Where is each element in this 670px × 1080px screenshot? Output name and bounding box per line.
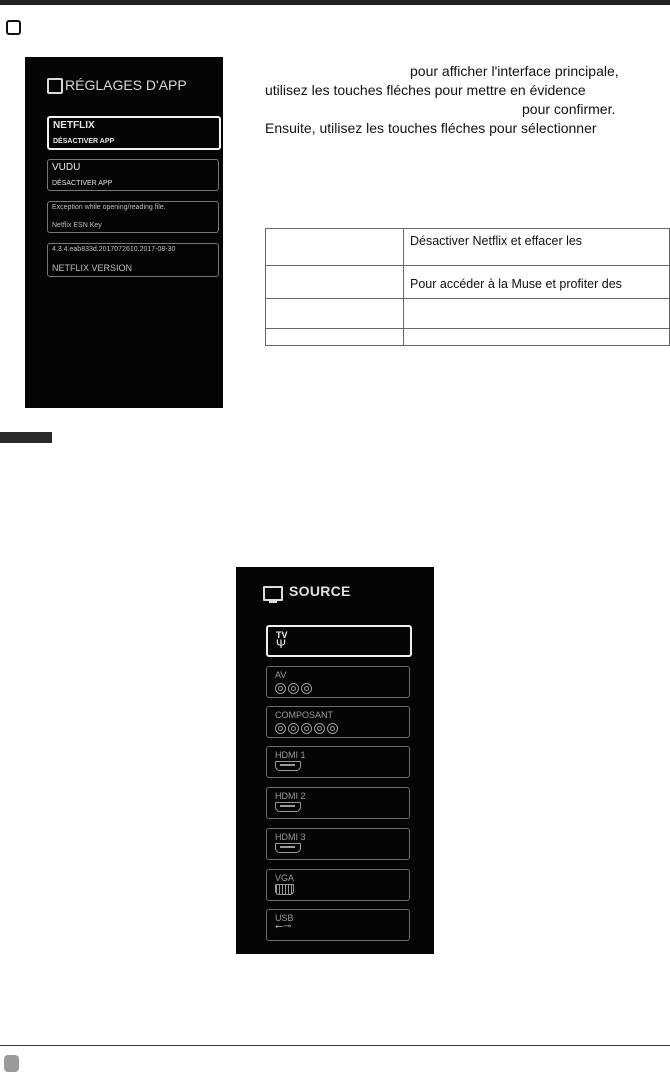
source-item-av[interactable] (266, 666, 410, 698)
source-item-hdmi-3[interactable] (266, 828, 410, 860)
app-item-label: VUDU (52, 162, 81, 173)
source-item-vga[interactable] (266, 869, 410, 901)
usb-icon: ⭠⊸ (275, 921, 292, 932)
checkbox-icon (47, 78, 63, 94)
source-item-label: HDMI 1 (275, 750, 306, 760)
source-item-label: TV (276, 630, 288, 640)
source-item-label: VGA (275, 873, 295, 883)
instruction-line-2: utilisez les touches fléches pour mettre en évidence (265, 82, 586, 98)
table-row-separator (266, 328, 669, 329)
vga-port-icon (275, 884, 294, 895)
app-item-action: DÉSACTIVER APP (52, 180, 113, 187)
source-menu-title: SOURCE (289, 583, 351, 599)
hdmi-port-icon (275, 761, 301, 771)
source-item-label: COMPOSANT (275, 710, 334, 720)
component-jacks-icon (275, 721, 340, 739)
app-item-message: Exception while opening/reading file. (52, 204, 166, 211)
instruction-line-3: pour confirmer. (522, 101, 616, 117)
source-item-label: USB (275, 913, 294, 923)
table-cell: Désactiver Netflix et effacer les (410, 234, 583, 248)
source-item-hdmi-1[interactable] (266, 746, 410, 778)
app-item-vudu[interactable] (47, 159, 219, 191)
app-item-value: 4.3.4.eab833d.2017072610.2017-08-30 (52, 246, 176, 253)
app-item-netflix[interactable] (47, 116, 221, 150)
hdmi-port-icon (275, 802, 301, 812)
app-item-label: NETFLIX VERSION (52, 263, 133, 273)
settings-table (265, 228, 670, 346)
monitor-icon (263, 586, 283, 601)
source-item-hdmi-2[interactable] (266, 787, 410, 819)
table-row-separator (266, 265, 669, 266)
instruction-line-4: Ensuite, utilisez les touches fléches pour sélectionner (265, 120, 597, 136)
source-item-tv[interactable] (266, 625, 412, 657)
av-jacks-icon (275, 681, 314, 699)
app-item-label: NETFLIX (53, 120, 95, 131)
antenna-icon: Ψ (276, 637, 287, 651)
source-item-label: HDMI 3 (275, 832, 306, 842)
app-settings-screenshot (25, 57, 223, 408)
section-square-icon (6, 20, 21, 35)
instruction-line-1: pour afficher l'interface principale, (410, 63, 619, 79)
source-item-label: HDMI 2 (275, 791, 306, 801)
source-item-label: AV (275, 670, 287, 680)
app-item-action: DÉSACTIVER APP (53, 138, 115, 145)
source-item-usb[interactable] (266, 909, 410, 941)
app-settings-title: RÉGLAGES D'APP (65, 77, 187, 93)
top-rule (0, 0, 670, 5)
source-menu-screenshot (236, 567, 434, 954)
table-row-separator (266, 298, 669, 299)
table-cell: Pour accéder à la Muse et profiter des (410, 277, 622, 291)
app-item-label: Netflix ESN Key (52, 222, 102, 229)
app-item-esn-key[interactable] (47, 201, 219, 233)
app-item-netflix-version[interactable] (47, 243, 219, 277)
note-label-bar (0, 432, 52, 443)
page-number-badge (4, 1055, 19, 1072)
source-item-composant[interactable] (266, 706, 410, 738)
footer-rule (0, 1045, 670, 1046)
hdmi-port-icon (275, 843, 301, 853)
